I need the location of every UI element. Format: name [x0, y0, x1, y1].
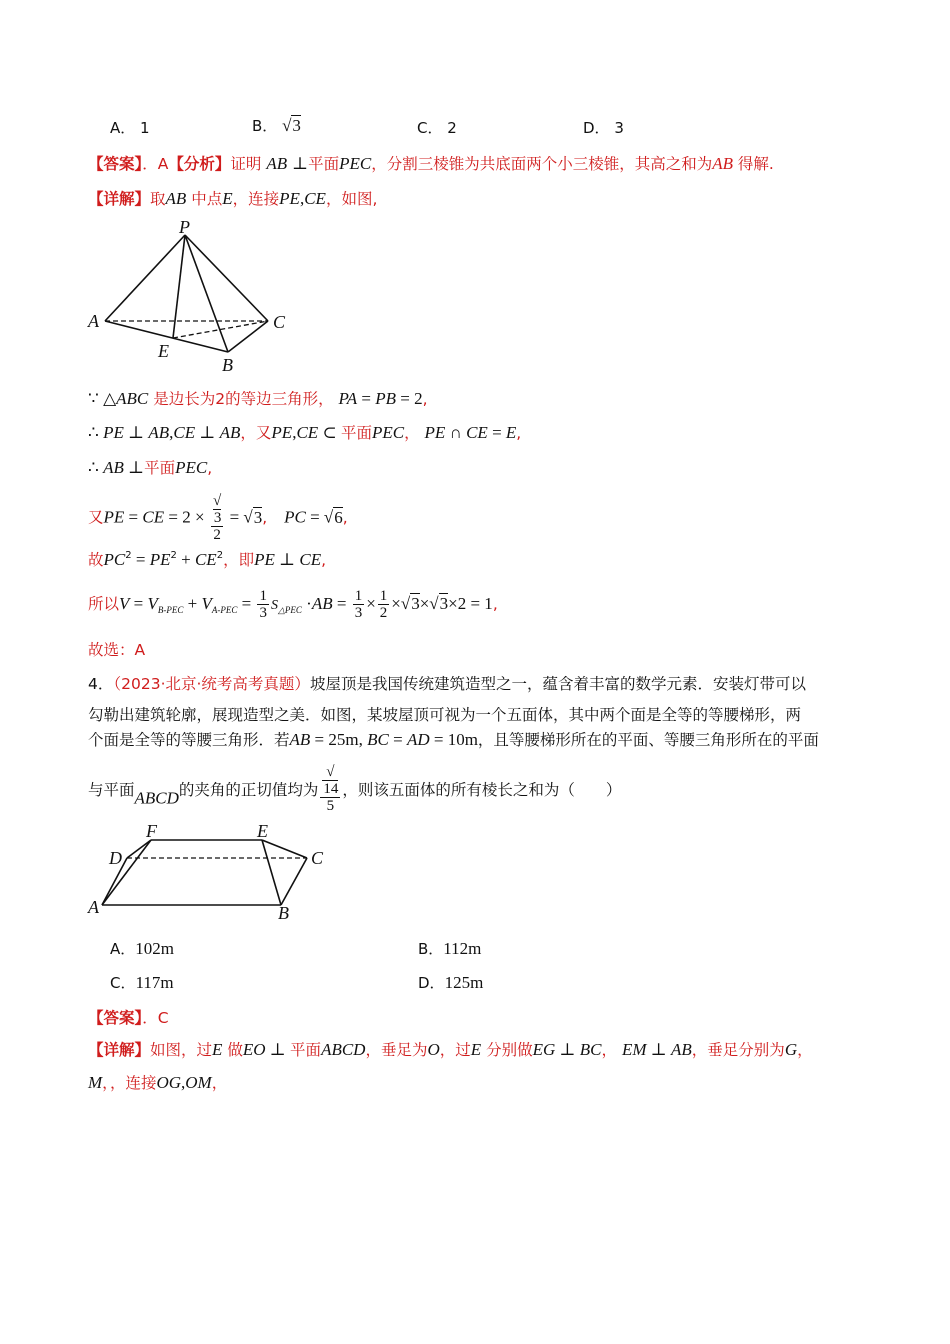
label-e: E	[257, 821, 268, 841]
proof-line-2: ∴ PE ⊥ AB,CE ⊥ AB，又PE,CE ⊂ 平面PEC， PE ∩ CE = E,	[88, 423, 522, 442]
option-a: A． 1	[110, 119, 150, 137]
label-f: F	[146, 821, 157, 841]
q4-stem: 4．（2023·北京·统考高考真题）坡屋顶是我国传统建筑造型之一，蕴含着丰富的数学元素．安装灯带可以 勾勒出建筑轮廓，展现造型之美．如图，某坡屋顶可视为一个五面体，其中两个面是全等的等腰梯形，两	[88, 675, 806, 724]
detail-line: 【详解】取AB 中点E，连接PE,CE，如图,	[88, 189, 378, 208]
label-b: B	[222, 355, 233, 375]
proof-line-5: 故$PC^2 = PE^2 + CE^2$，即PE ⊥ CE,	[88, 550, 327, 569]
q4-stem-3: 个面是全等的等腰三角形．若AB = 25m, BC = AD = 10m，且等腰梯形所在的平面、等腰三角形所在的平面	[88, 730, 819, 749]
q4-answer: 【答案】．C	[88, 1009, 169, 1027]
label-c: C	[273, 312, 286, 332]
label-p: P	[179, 217, 190, 237]
option-b: B． √3	[252, 116, 301, 135]
proof-line-4: 又PE = CE = 2 × √ 3 2 = √3, PC = √6,	[88, 493, 348, 543]
option-d: D． 3	[583, 119, 624, 137]
q4-option-c: C．117m	[110, 973, 174, 992]
q4-option-a: A．102m	[110, 939, 174, 958]
proof-line-1: ∵ △ABC 是边长为2的等边三角形， PA = PB = 2,	[88, 389, 428, 408]
label-a: A	[88, 311, 99, 331]
label-d: D	[109, 848, 122, 868]
pyramid-figure	[85, 215, 305, 375]
q4-option-d: D．125m	[418, 973, 484, 992]
label-a: A	[88, 897, 99, 917]
option-c: C． 2	[417, 119, 457, 137]
roof-figure	[85, 820, 335, 925]
q4-stem-4: 与平面ABCD的夹角的正切值均为 √ 14 5 ，则该五面体的所有棱长之和为（ ）	[88, 764, 622, 814]
label-c: C	[311, 848, 324, 868]
final-choice: 故选：A	[88, 641, 146, 659]
proof-line-6: 所以$V = V_{B-PEC} + V_{A-PEC}$ = $\frac{1}{3}$ $S_{\triangle PEC} \cdot AB$ = $\frac{1}{3}$ × $\frac{1}{2}$ ×√3×√3×2 = 1,	[88, 588, 498, 621]
label-e: E	[158, 341, 169, 361]
answer-line: 【答案】．A【分析】证明 AB ⊥平面PEC，分割三棱锥为共底面两个小三棱锥，其高之和为AB 得解.	[88, 154, 774, 173]
q4-detail-2: M，，连接OG,OM，	[88, 1073, 228, 1092]
q4-detail-1: 【详解】如图，过E 做EO ⊥ 平面ABCD，垂足为O，过E 分别做EG ⊥ BC， EM ⊥ AB，垂足分别为G，	[88, 1040, 813, 1059]
label-b: B	[278, 903, 289, 923]
q4-option-b: B．112m	[418, 939, 482, 958]
proof-line-3: ∴ AB ⊥平面PEC,	[88, 458, 213, 477]
